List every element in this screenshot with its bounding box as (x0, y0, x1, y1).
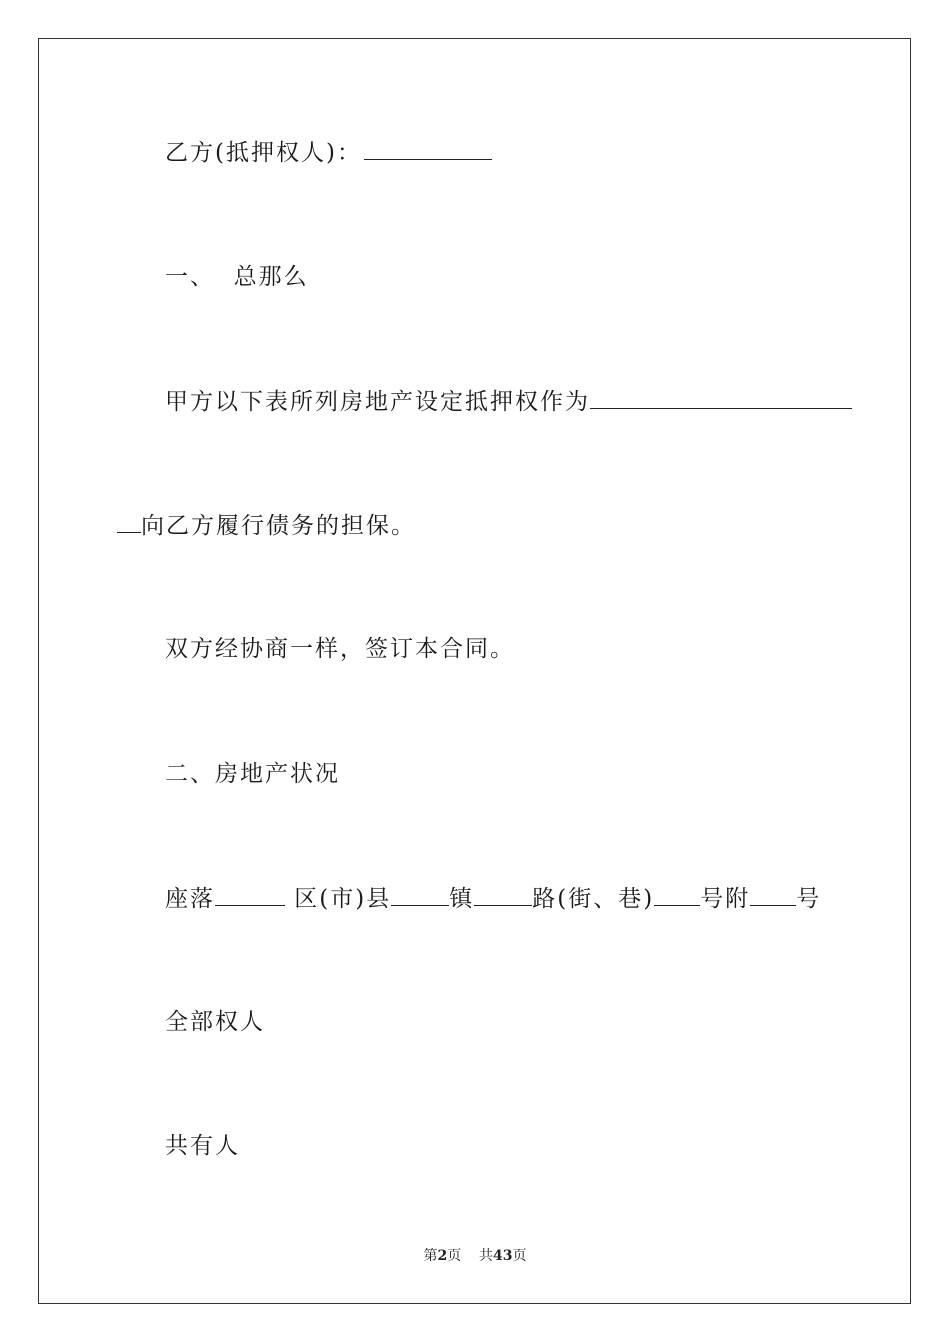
paragraph-1a-text: 甲方以下表所列房地产设定抵押权作为 (165, 389, 590, 415)
page-footer (0, 1247, 950, 1265)
page-frame (38, 38, 911, 1304)
section-1-heading (165, 262, 309, 292)
paragraph-1-line-a (165, 386, 852, 417)
party-b-blank (364, 137, 492, 160)
footer-page-total: 43 (493, 1248, 513, 1264)
section-2-text: 二、房地产状况 (165, 761, 340, 787)
section-2-heading (165, 759, 340, 789)
location-seat-label: 座落 (165, 886, 215, 912)
co-owner-label: 共有人 (165, 1133, 240, 1159)
footer-total-prefix: 共 (479, 1248, 494, 1264)
annex-number-blank (750, 883, 796, 906)
location-hao-label: 号 (796, 886, 822, 912)
party-b-label: 乙方(抵押权人)： (165, 140, 362, 166)
road-number-blank (654, 883, 700, 906)
paragraph-2 (165, 634, 515, 664)
party-b-line (165, 137, 492, 168)
seat-blank (215, 883, 285, 906)
paragraph-1-line-b (117, 510, 416, 541)
owner-line (165, 1007, 265, 1037)
location-district-label: 区(市)县 (285, 886, 392, 912)
owner-label: 全部权人 (165, 1009, 265, 1035)
location-line (165, 883, 821, 914)
footer-page-current: 2 (437, 1248, 448, 1264)
guarantee-blank-cont (117, 510, 141, 533)
guarantee-blank (590, 386, 852, 409)
footer-page-suffix: 页 (447, 1248, 462, 1264)
location-number-label: 号附 (700, 886, 751, 912)
paragraph-2-text: 双方经协商一样，签订本合同。 (165, 636, 515, 662)
section-1-text: 一、 总那么 (165, 264, 309, 290)
co-owner-line (165, 1131, 240, 1161)
location-town-label: 镇 (449, 886, 475, 912)
district-blank (391, 883, 449, 906)
footer-page-prefix: 第 (423, 1248, 438, 1264)
paragraph-1b-text: 向乙方履行债务的担保。 (141, 513, 416, 539)
town-blank (474, 883, 532, 906)
footer-total-suffix: 页 (512, 1248, 527, 1264)
location-road-label: 路(街、巷) (532, 886, 655, 912)
